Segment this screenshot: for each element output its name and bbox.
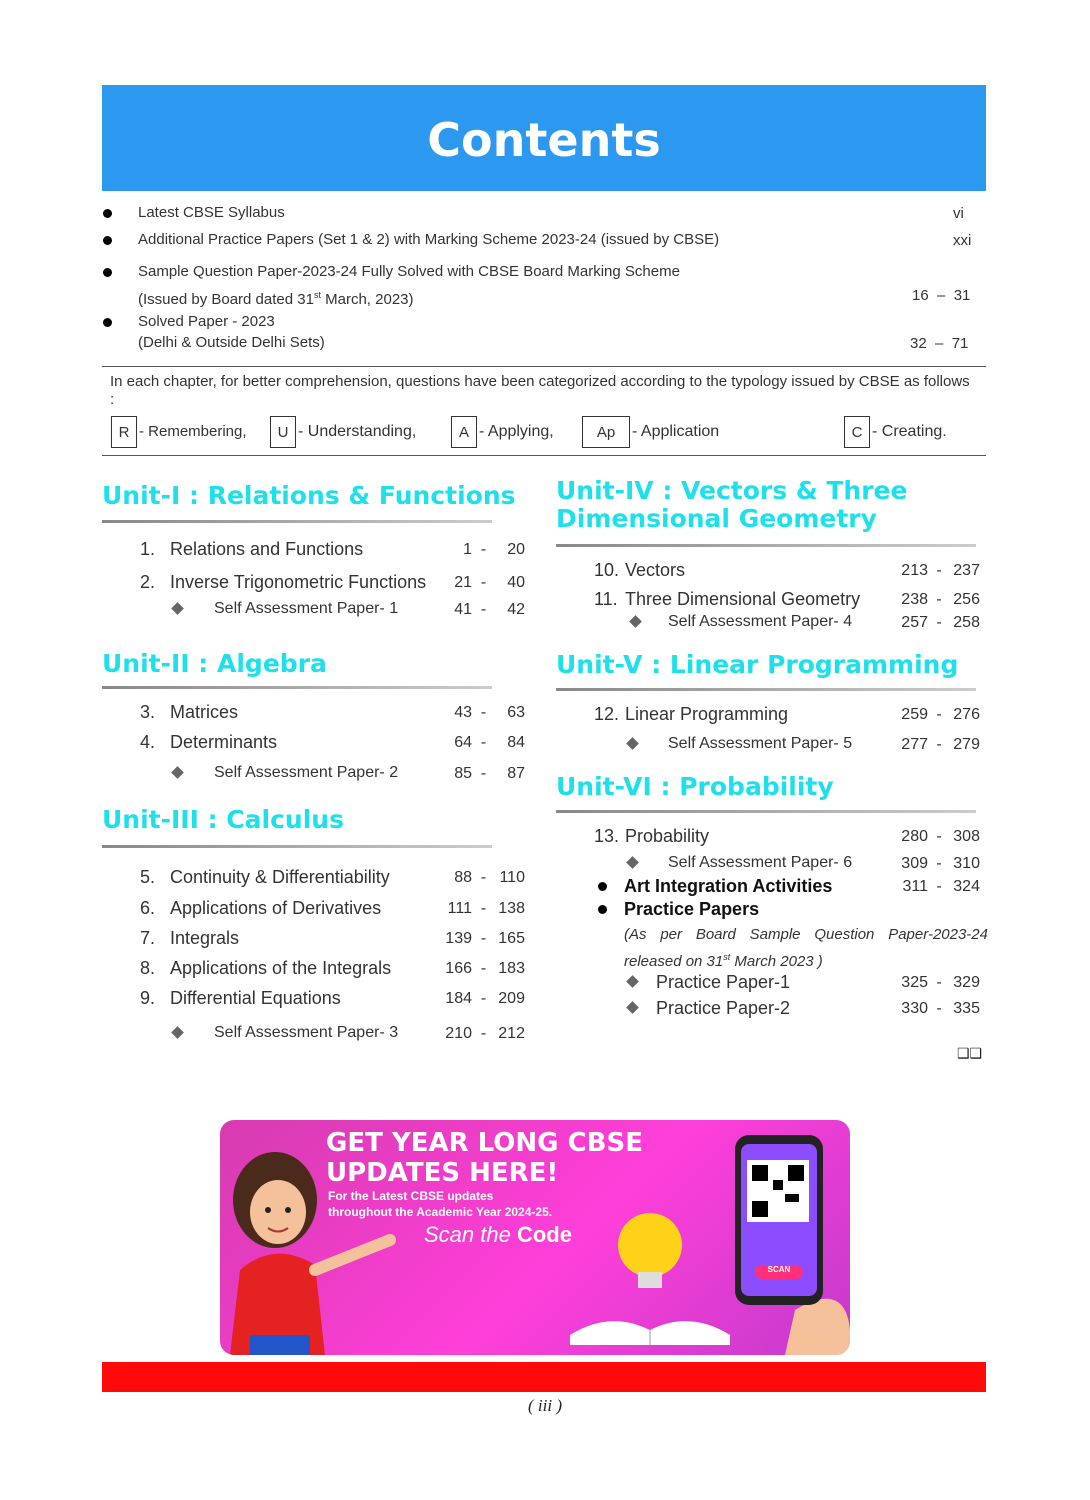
chapter-pages: 111 - 138 [447, 900, 525, 917]
legend-code-ap: Ap [582, 416, 630, 448]
divider [102, 366, 986, 367]
legend-code-a: A [451, 416, 477, 448]
intro-item-4-pages: 32 – 71 [910, 335, 969, 352]
chapter-pages: 210 - 212 [445, 1025, 525, 1042]
diamond-bullet [626, 1001, 639, 1014]
chapter-number: 4. [140, 732, 156, 752]
chapter-pages: 184 - 209 [445, 990, 525, 1007]
unit-rule [102, 686, 492, 689]
promo-banner[interactable] [220, 1120, 850, 1355]
chapter-pages: 166 - 183 [445, 960, 525, 977]
chapter-title: Inverse Trigonometric Functions [170, 572, 427, 592]
self-assessment-paper: Self Assessment Paper- 4 [668, 613, 853, 630]
legend-code-c: C [844, 416, 870, 448]
unit-2-title: Unit-II : Algebra [102, 649, 327, 678]
banner-subtext: For the Latest CBSE updates throughout the Academic Year 2024-25. [328, 1189, 553, 1219]
legend-code-r: R [111, 416, 137, 448]
legend-label-r: - Remembering, [139, 423, 247, 440]
end-mark: ❑❑ [957, 1045, 983, 1061]
chapter-title: Determinants [170, 732, 278, 752]
chapter-title: Relations and Functions [170, 539, 364, 559]
diamond-bullet [171, 602, 184, 615]
legend-code-u: U [270, 416, 296, 448]
chapter-pages: 213 - 237 [901, 562, 980, 579]
banner-scan-text: Scan the Code [424, 1222, 572, 1247]
bullet [103, 209, 112, 218]
intro-item-2-pages: xxi [953, 232, 972, 249]
self-assessment-paper: Self Assessment Paper- 5 [668, 735, 853, 752]
chapter-number: 11. [594, 589, 618, 609]
chapter-title: Vectors [625, 560, 686, 580]
chapter-pages: 139 - 165 [445, 930, 525, 947]
chapter-number: 8. [140, 958, 156, 978]
chapter-title: Three Dimensional Geometry [625, 589, 861, 609]
chapter-number: 1. [140, 539, 156, 559]
chapter-pages: 43 - 63 [454, 704, 525, 721]
chapter-number: 10. [594, 560, 620, 580]
intro-item-4-sub: (Delhi & Outside Delhi Sets) [138, 334, 325, 351]
chapter-title: Linear Programming [625, 704, 789, 724]
chapter-title: Matrices [170, 702, 239, 722]
self-assessment-paper: Self Assessment Paper- 6 [668, 854, 853, 871]
bullet [103, 268, 112, 277]
intro-item-3-pages: 16 – 31 [912, 287, 971, 304]
unit-rule [102, 520, 492, 523]
chapter-number: 5. [140, 867, 156, 887]
intro-item-1: Latest CBSE Syllabus [138, 204, 285, 221]
chapter-pages: 257 - 258 [901, 614, 980, 631]
unit-rule [556, 810, 976, 813]
chapter-number: 12. [594, 704, 620, 724]
chapter-title: Integrals [170, 928, 240, 948]
chapter-pages: 280 - 308 [901, 828, 980, 845]
divider [102, 455, 986, 456]
page-title: Contents [427, 113, 661, 167]
chapter-pages: 64 - 84 [454, 734, 525, 751]
intro-item-3: Sample Question Paper-2023-24 Fully Solved with CBSE Board Marking Scheme [138, 263, 680, 280]
practice-paper-2: Practice Paper-2 [656, 998, 791, 1018]
page-number: ( iii ) [528, 1396, 562, 1415]
bullet [598, 905, 607, 914]
chapter-number: 6. [140, 898, 156, 918]
chapter-title: Applications of Derivatives [170, 898, 382, 918]
self-assessment-paper: Self Assessment Paper- 2 [214, 764, 399, 781]
chapter-pages: 259 - 276 [901, 706, 980, 723]
footer-bar [102, 1362, 986, 1392]
bullet [598, 882, 607, 891]
diamond-bullet [171, 1026, 184, 1039]
chapter-number: 13. [594, 826, 620, 846]
art-integration-title: Art Integration Activities [624, 876, 833, 896]
chapter-title: Continuity & Differentiability [170, 867, 390, 887]
practice-paper-2-pages: 330 - 335 [901, 1000, 980, 1017]
chapter-number: 9. [140, 988, 156, 1008]
unit-3-title: Unit-III : Calculus [102, 805, 344, 834]
chapter-pages: 277 - 279 [901, 736, 980, 753]
diamond-bullet [629, 615, 642, 628]
intro-item-2: Additional Practice Papers (Set 1 & 2) with Marking Scheme 2023-24 (issued by CBSE) [138, 231, 720, 248]
phone-qr-icon [725, 1130, 850, 1355]
chapter-pages: 309 - 310 [901, 855, 980, 872]
chapter-pages: 85 - 87 [454, 765, 525, 782]
diamond-bullet [626, 737, 639, 750]
self-assessment-paper: Self Assessment Paper- 3 [214, 1024, 399, 1041]
intro-item-1-pages: vi [953, 205, 964, 222]
bullet [103, 236, 112, 245]
practice-papers-title: Practice Papers [624, 899, 760, 919]
legend-label-u: - Understanding, [298, 423, 417, 440]
chapter-number: 3. [140, 702, 156, 722]
chapter-pages: 41 - 42 [454, 601, 525, 618]
diamond-bullet [626, 975, 639, 988]
chapter-number: 7. [140, 928, 156, 948]
unit-rule [102, 845, 492, 848]
art-integration-pages: 311 - 324 [902, 878, 980, 895]
chapter-pages: 88 - 110 [454, 869, 525, 886]
intro-item-3-sub: (Issued by Board dated 31st March, 2023) [138, 290, 414, 308]
unit-6-title: Unit-VI : Probability [556, 772, 834, 801]
contents-header [102, 85, 986, 191]
chapter-number: 2. [140, 572, 156, 592]
chapter-title: Probability [625, 826, 710, 846]
legend-label-ap: - Application [632, 423, 720, 440]
legend-label-a: - Applying, [479, 423, 554, 440]
chapter-title: Differential Equations [170, 988, 341, 1008]
chapter-pages: 21 - 40 [454, 574, 525, 591]
unit-5-title: Unit-V : Linear Programming [556, 650, 959, 679]
banner-heading-2: UPDATES HERE! [326, 1158, 559, 1188]
chapter-title: Applications of the Integrals [170, 958, 392, 978]
bullet [103, 318, 112, 327]
practice-paper-1-pages: 325 - 329 [901, 974, 980, 991]
chapter-pages: 238 - 256 [901, 591, 980, 608]
diamond-bullet [171, 766, 184, 779]
legend-label-c: - Creating. [872, 423, 947, 440]
typology-note: In each chapter, for better comprehension, questions have been categorized according to the typology issued by CBSE as follows : [110, 373, 970, 408]
practice-papers-note: (As per Board Sample Question Paper-2023-24 [624, 926, 988, 943]
intro-item-4: Solved Paper - 2023 [138, 313, 275, 330]
unit-rule [556, 688, 976, 691]
girl-illustration-icon [220, 1140, 420, 1355]
banner-heading-1: GET YEAR LONG CBSE [326, 1128, 643, 1158]
unit-rule [556, 544, 976, 547]
scan-button[interactable]: SCAN [767, 1265, 791, 1274]
unit-1-title: Unit-I : Relations & Functions [102, 481, 516, 510]
practice-papers-note-2: released on 31st March 2023 ) [624, 952, 823, 970]
chapter-pages: 1 - 20 [463, 541, 525, 558]
unit-4-title: Unit-IV : Vectors & Three Dimensional Geometry [556, 476, 908, 533]
light-bulb-icon [560, 1200, 740, 1350]
diamond-bullet [626, 856, 639, 869]
practice-paper-1: Practice Paper-1 [656, 972, 791, 992]
self-assessment-paper: Self Assessment Paper- 1 [214, 600, 399, 617]
